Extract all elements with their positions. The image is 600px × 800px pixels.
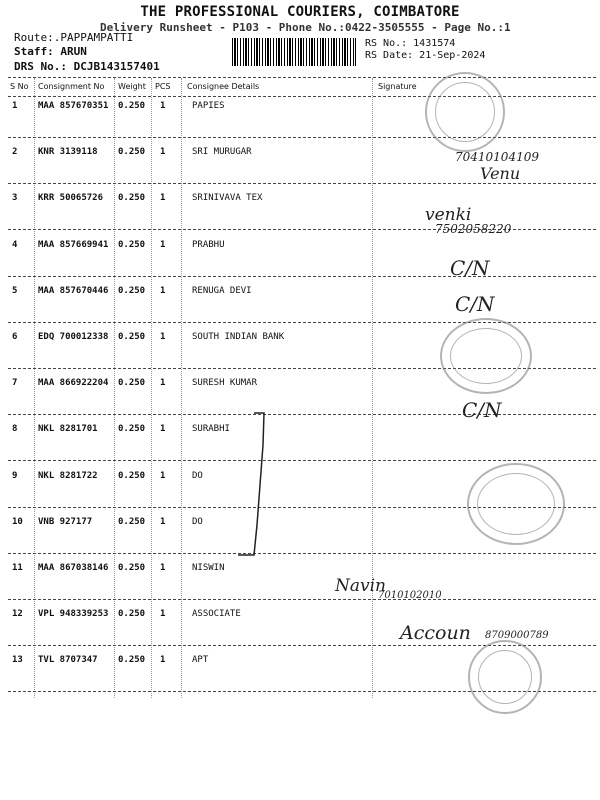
col-header-signature: Signature	[378, 82, 417, 91]
cell-pcs: 1	[160, 563, 166, 573]
cell-sno: 6	[12, 332, 18, 342]
cell-consignee: APT	[192, 655, 209, 666]
cell-consignee: PRABHU	[192, 239, 225, 250]
header-divider-bottom	[8, 96, 596, 97]
company-stamp	[425, 72, 505, 152]
cell-consignment-no: NKL 8281701	[38, 424, 98, 435]
cell-pcs: 1	[160, 147, 166, 158]
bracket-mark	[230, 405, 280, 565]
cell-pcs: 1	[160, 239, 166, 250]
staff-label: Staff: ARUN	[14, 45, 87, 58]
machinery-stamp	[468, 640, 542, 714]
cell-sno: 10	[12, 516, 23, 527]
cell-weight: 0.250	[118, 563, 146, 573]
cell-weight: 0.250	[118, 101, 146, 111]
cell-sno: 5	[12, 285, 18, 296]
cell-consignment-no: TVL 8707347	[38, 655, 98, 666]
cell-weight: 0.250	[118, 239, 146, 250]
handwritten-cn-row5: C/N	[455, 292, 495, 316]
handwritten-signature-row11: Navin	[335, 576, 386, 596]
cell-consignee: SOUTH INDIAN BANK	[192, 332, 285, 342]
col-header-sno: S No	[10, 82, 29, 91]
cell-weight: 0.250	[118, 332, 146, 342]
handwritten-phone-row3: 7502058220	[435, 222, 512, 236]
row-divider	[8, 276, 596, 277]
cell-consignment-no: MAA 867038146	[38, 563, 109, 573]
cell-consignee: SURABHI	[192, 424, 230, 435]
cell-consignee: SURESH KUMAR	[192, 378, 258, 389]
cell-weight: 0.250	[118, 470, 146, 481]
row-divider	[8, 599, 596, 600]
cell-weight: 0.250	[118, 193, 146, 204]
rs-number: RS No.: 1431574	[365, 38, 456, 49]
cell-weight: 0.250	[118, 609, 146, 620]
cell-pcs: 1	[160, 378, 166, 389]
cell-consignment-no: NKL 8281722	[38, 470, 98, 481]
cell-consignment-no: MAA 857669941	[38, 239, 109, 250]
cell-consignee: SRI MURUGAR	[192, 147, 252, 158]
row-divider	[8, 137, 596, 138]
cell-pcs: 1	[160, 193, 166, 204]
handwritten-signature-row2: Venu	[480, 164, 521, 183]
handwritten-cn-row7: C/N	[462, 398, 502, 422]
cell-weight: 0.250	[118, 655, 146, 666]
cell-consignment-no: MAA 857670446	[38, 285, 109, 296]
column-separator	[181, 78, 182, 698]
cell-consignee: RENUGA DEVI	[192, 285, 252, 296]
cell-consignment-no: VNB 927177	[38, 516, 93, 527]
runsheet-subtitle: Delivery Runsheet - P103 - Phone No.:0422-3505555 - Page No.:1	[100, 21, 511, 34]
cell-sno: 3	[12, 193, 18, 204]
cell-consignment-no: KRR 50065726	[38, 193, 104, 204]
column-separator	[114, 78, 115, 698]
cell-consignee: DO	[192, 470, 203, 481]
cell-sno: 1	[12, 101, 18, 111]
cell-sno: 13	[12, 655, 23, 666]
col-header-consignment: Consignment No	[38, 82, 105, 91]
cell-weight: 0.250	[118, 378, 146, 389]
route-label: Route:.PAPPAMPATTI	[14, 31, 134, 44]
document-title: THE PROFESSIONAL COURIERS, COIMBATORE	[140, 4, 460, 20]
cell-consignee: SRINIVAVA TEX	[192, 193, 263, 204]
cell-weight: 0.250	[118, 285, 146, 296]
cell-consignee: ASSOCIATE	[192, 609, 241, 620]
row-divider	[8, 553, 596, 554]
cell-pcs: 1	[160, 609, 166, 620]
cell-consignment-no: KNR 3139118	[38, 147, 98, 158]
cell-consignment-no: EDQ 700012338	[38, 332, 109, 342]
barcode	[232, 38, 356, 66]
cell-sno: 4	[12, 239, 18, 250]
drs-number: DRS No.: DCJB143157401	[14, 60, 160, 73]
cell-pcs: 1	[160, 424, 166, 435]
cell-weight: 0.250	[118, 147, 146, 158]
cell-pcs: 1	[160, 285, 166, 296]
cell-consignment-no: MAA 857670351	[38, 101, 109, 111]
cell-consignment-no: VPL 948339253	[38, 609, 109, 620]
handwritten-signature-row12: Accoun	[400, 622, 471, 644]
cell-pcs: 1	[160, 101, 166, 111]
cell-pcs: 1	[160, 516, 166, 527]
handwritten-signature-row3: venki	[425, 205, 472, 225]
cell-consignee: DO	[192, 516, 203, 527]
col-header-consignee: Consignee Details	[187, 82, 260, 91]
cell-sno: 2	[12, 147, 18, 158]
bank-stamp	[440, 318, 532, 394]
cell-consignee: NISWIN	[192, 563, 225, 573]
col-header-pcs: PCS	[155, 82, 171, 91]
handwritten-phone-row2: 70410104109	[455, 150, 539, 164]
col-header-weight: Weight	[118, 82, 146, 91]
cell-consignment-no: MAA 866922204	[38, 378, 109, 389]
handwritten-phone-row11: 7010102010	[378, 590, 442, 601]
row-divider	[8, 414, 596, 415]
cell-weight: 0.250	[118, 516, 146, 527]
cell-sno: 7	[12, 378, 18, 389]
cell-sno: 8	[12, 424, 18, 435]
handwritten-phone-row12: 8709000789	[485, 630, 549, 641]
cell-sno: 12	[12, 609, 23, 620]
rs-date: RS Date: 21-Sep-2024	[365, 50, 486, 61]
cell-sno: 9	[12, 470, 18, 481]
column-separator	[34, 78, 35, 698]
column-separator	[372, 78, 373, 698]
cell-pcs: 1	[160, 655, 166, 666]
handwritten-cn-row4: C/N	[450, 256, 490, 280]
cell-sno: 11	[12, 563, 23, 573]
cell-consignee: PAPIES	[192, 101, 225, 111]
row-divider	[8, 460, 596, 461]
header-divider-top	[8, 77, 596, 78]
cell-pcs: 1	[160, 470, 166, 481]
surabhi-stamp	[467, 463, 565, 545]
column-separator	[151, 78, 152, 698]
cell-pcs: 1	[160, 332, 166, 342]
row-divider	[8, 183, 596, 184]
cell-weight: 0.250	[118, 424, 146, 435]
